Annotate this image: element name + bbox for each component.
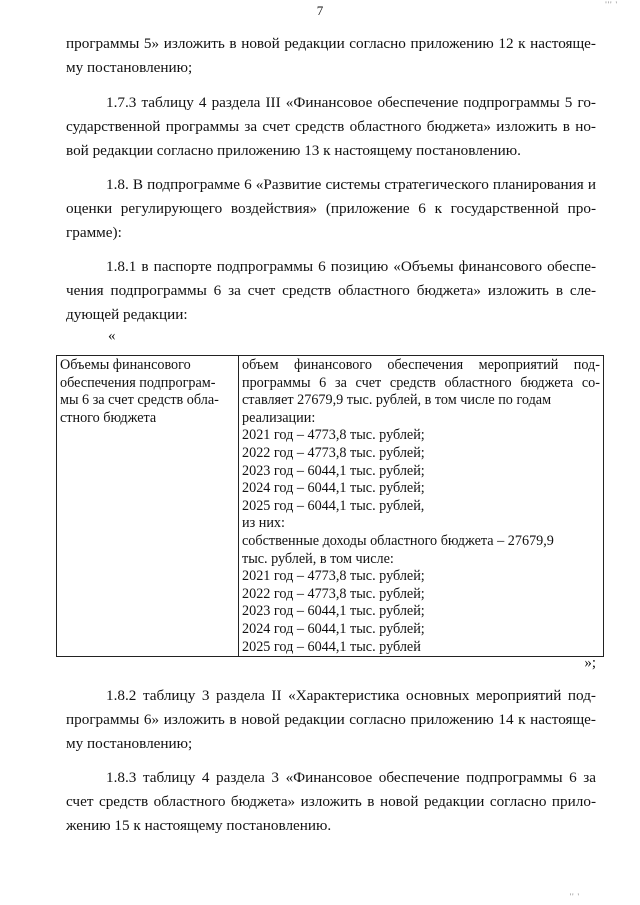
corner-mark-bottom: '' ' [569,892,580,901]
paragraph-4-line-1: 1.8.1 в паспорте подпрограммы 6 позицию «Объемы финансового обеспе- [106,258,596,275]
left-cell-line: обеспечения подпрограм- [60,374,216,391]
paragraph-6-line-1: 1.8.3 таблицу 4 раздела 3 «Финансовое обеспечение подпрограммы 6 за [106,769,596,786]
closing-quote: »; [584,655,596,671]
right-cell-line: программы 6 за счет средств областного бюджета со- [242,374,600,391]
page-number: 7 [316,3,324,18]
corner-mark-top: ''' ' [605,0,618,9]
year-2023-line: 2023 год – 6044,1 тыс. рублей; [242,462,425,479]
year-2023-line: 2023 год – 6044,1 тыс. рублей; [242,603,425,620]
paragraph-4-line-2: чения подпрограммы 6 за счет средств областного бюджета» изложить в сле- [66,282,596,299]
year-2022-line: 2022 год – 4773,8 тыс. рублей; [242,585,425,602]
table-right-cell [239,356,604,657]
paragraph-5-line-1: 1.8.2 таблицу 3 раздела II «Характеристика основных мероприятий под- [106,687,596,704]
funding-passport-table [56,355,604,657]
paragraph-4-line-3: дующей редакции: [66,306,188,323]
paragraph-2-line-2: сударственной программы за счет средств областного бюджета» изложить в но- [66,118,596,135]
paragraph-3-line-3: грамме): [66,224,122,241]
left-cell-line: Объемы финансового [60,357,191,373]
paragraph-3-line-1: 1.8. В подпрограмме 6 «Развитие системы стратегического планирования и [106,176,596,193]
paragraph-2-line-3: вой редакции согласно приложению 13 к настоящему постановлению. [66,142,521,159]
paragraph-2-line-1: 1.7.3 таблицу 4 раздела III «Финансовое обеспечение подпрограммы 5 го- [106,94,596,111]
year-2025-line: 2025 год – 6044,1 тыс. рублей, [242,497,425,514]
year-2022-line: 2022 год – 4773,8 тыс. рублей; [242,444,425,461]
right-cell-line: из них: [242,515,285,532]
right-cell-line: тыс. рублей, в том числе: [242,550,394,567]
year-2025-line: 2025 год – 6044,1 тыс. рублей [242,638,421,655]
right-cell-line: объем финансового обеспечения мероприятий под- [242,357,600,373]
paragraph-5-line-2: программы 6» изложить в новой редакции согласно приложению 14 к настояще- [66,711,596,728]
right-cell-line: собственные доходы областного бюджета – 27679,9 [242,532,554,549]
paragraph-5-line-3: му постановлению; [66,735,193,752]
paragraph-1-line-1: программы 5» изложить в новой редакции согласно приложению 12 к настояще- [66,35,596,52]
paragraph-1-line-2: му постановлению; [66,59,193,76]
year-2021-line: 2021 год – 4773,8 тыс. рублей; [242,568,425,585]
table-left-cell [57,356,239,657]
paragraph-3-line-2: оценки регулирующего воздействия» (приложение 6 к государственной про- [66,200,596,217]
left-cell-line: стного бюджета [60,409,157,426]
year-2024-line: 2024 год – 6044,1 тыс. рублей; [242,480,425,497]
right-cell-line: реализации: [242,409,316,426]
paragraph-6-line-3: жению 15 к настоящему постановлению. [66,817,332,834]
table-row [57,356,604,657]
year-2024-line: 2024 год – 6044,1 тыс. рублей; [242,620,425,637]
left-cell-line: мы 6 за счет средств обла- [60,392,219,409]
paragraph-6-line-2: счет средств областного бюджета» изложить в новой редакции согласно прило- [66,793,596,810]
opening-quote: « [108,328,116,344]
right-cell-line: ставляет 27679,9 тыс. рублей, в том числе по годам [242,392,552,409]
year-2021-line: 2021 год – 4773,8 тыс. рублей; [242,427,425,444]
